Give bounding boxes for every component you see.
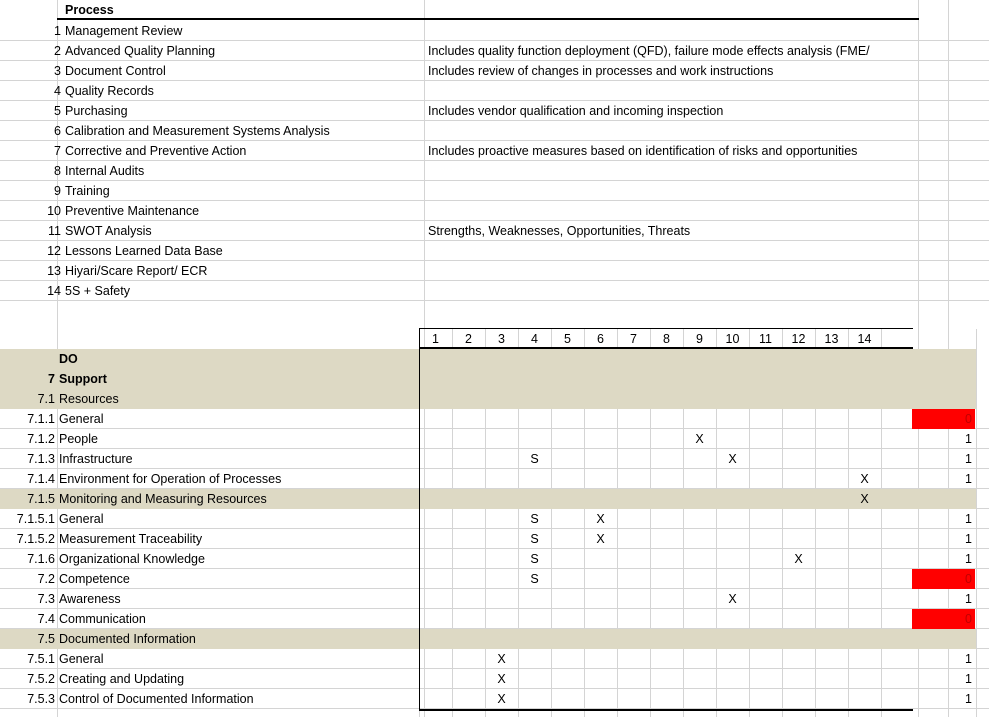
coverage-count: 1: [965, 512, 972, 526]
coverage-count: 0: [912, 569, 975, 589]
clause-label: Infrastructure: [59, 452, 133, 466]
clause-label: People: [59, 432, 98, 446]
clause-label: General: [59, 412, 104, 426]
process-number: 13: [47, 264, 61, 278]
section-code: [0, 349, 55, 369]
clause-label: Communication: [59, 612, 146, 626]
clause-label: Organizational Knowledge: [59, 552, 205, 566]
process-number: 11: [48, 224, 61, 238]
process-number: 12: [47, 244, 61, 258]
process-name: Purchasing: [65, 104, 128, 118]
coverage-count: 0: [912, 409, 975, 429]
coverage-count: 1: [965, 672, 972, 686]
process-name: Lessons Learned Data Base: [65, 244, 223, 258]
coverage-count: 1: [965, 592, 972, 606]
process-note: Includes quality function deployment (QFD), failure mode effects analysis (FME/: [428, 44, 870, 58]
matrix-mark[interactable]: S: [530, 572, 539, 586]
process-number: 9: [54, 184, 61, 198]
matrix-column-header: 13: [824, 332, 839, 346]
process-number: 7: [54, 144, 61, 158]
clause-code: 7.1.4: [27, 472, 55, 486]
process-number: 3: [54, 64, 61, 78]
header-underline: [57, 18, 919, 20]
matrix-column-header: 11: [759, 332, 772, 346]
process-number: 1: [54, 24, 61, 38]
coverage-count: 1: [965, 692, 972, 706]
process-name: Training: [65, 184, 110, 198]
process-name: Advanced Quality Planning: [65, 44, 216, 58]
clause-code: 7.5.3: [27, 692, 55, 706]
process-number: 14: [47, 284, 61, 298]
matrix-mark[interactable]: X: [596, 532, 605, 546]
coverage-count: 1: [965, 652, 972, 666]
process-number: 8: [54, 164, 61, 178]
matrix-mark[interactable]: X: [497, 652, 506, 666]
clause-code: 7.4: [37, 612, 55, 626]
process-note: Includes vendor qualification and incoming inspection: [428, 104, 724, 118]
matrix-mark[interactable]: X: [794, 552, 803, 566]
process-note: Strengths, Weaknesses, Opportunities, Threats: [428, 224, 691, 238]
table-bottom-line: [419, 709, 913, 711]
clause-label: Competence: [59, 572, 130, 586]
clause-label: Environment for Operation of Processes: [59, 472, 282, 486]
process-number: 4: [54, 84, 61, 98]
matrix-column-header: 8: [663, 332, 670, 346]
process-name: Management Review: [65, 24, 183, 38]
process-name: Hiyari/Scare Report/ ECR: [65, 264, 208, 278]
matrix-column-header: 7: [630, 332, 637, 346]
matrix-mark[interactable]: S: [530, 452, 539, 466]
matrix-mark[interactable]: S: [530, 512, 539, 526]
clause-code: 7.1.3: [27, 452, 55, 466]
clause-label: Measurement Traceability: [59, 532, 203, 546]
matrix-column-header: 6: [597, 332, 604, 346]
process-number: 2: [54, 44, 61, 58]
matrix-column-header: 1: [432, 332, 439, 346]
process-name: Quality Records: [65, 84, 154, 98]
clause-code: 7.1.2: [27, 432, 55, 446]
process-header: Process: [65, 3, 114, 17]
matrix-column-header: 10: [725, 332, 740, 346]
clause-label: Creating and Updating: [59, 672, 185, 686]
matrix-mark[interactable]: X: [497, 692, 506, 706]
matrix-mark[interactable]: X: [497, 672, 506, 686]
matrix-column-header: 5: [564, 332, 571, 346]
clause-label: General: [59, 512, 104, 526]
clause-label: Monitoring and Measuring Resources: [59, 492, 267, 506]
process-number: 5: [54, 104, 61, 118]
process-note: Includes proactive measures based on identification of risks and opportunities: [428, 144, 858, 158]
process-name: SWOT Analysis: [65, 224, 152, 238]
clause-code: 7.1.1: [27, 412, 55, 426]
matrix-mark[interactable]: X: [695, 432, 704, 446]
matrix-mark[interactable]: X: [860, 472, 869, 486]
section-label: Support: [59, 372, 107, 386]
clause-label: Control of Documented Information: [59, 692, 254, 706]
matrix-mark[interactable]: S: [530, 532, 539, 546]
clause-code: 7.5.2: [27, 672, 55, 686]
process-name: Calibration and Measurement Systems Analysis: [65, 124, 330, 138]
process-number: 10: [47, 204, 61, 218]
clause-code: 7.2: [37, 572, 55, 586]
coverage-count: 1: [965, 532, 972, 546]
coverage-count: 1: [965, 452, 972, 466]
section-code: 7.1: [37, 392, 55, 406]
clause-label: General: [59, 652, 104, 666]
matrix-mark[interactable]: X: [728, 592, 737, 606]
coverage-count: 0: [912, 609, 975, 629]
matrix-column-header: 2: [465, 332, 472, 346]
coverage-count: 1: [965, 552, 972, 566]
matrix-left-edge: [419, 329, 420, 711]
matrix-mark[interactable]: S: [530, 552, 539, 566]
coverage-count: 1: [965, 432, 972, 446]
matrix-column-header: 12: [791, 332, 806, 346]
clause-label: Awareness: [59, 592, 121, 606]
section-label: DO: [59, 352, 78, 366]
section-label: Resources: [59, 392, 119, 406]
matrix-column-header: 9: [696, 332, 703, 346]
clause-code: 7.5: [37, 632, 55, 646]
process-name: Internal Audits: [65, 164, 145, 178]
coverage-count: 1: [965, 472, 972, 486]
process-name: Document Control: [65, 64, 166, 78]
process-number: 6: [54, 124, 61, 138]
matrix-column-header: 14: [857, 332, 872, 346]
clause-code: 7.3: [37, 592, 55, 606]
clause-code: 7.1.5.1: [16, 512, 55, 526]
section-code: 7: [48, 372, 55, 386]
process-name: 5S + Safety: [65, 284, 130, 298]
clause-code: 7.1.5: [27, 492, 55, 506]
process-name: Preventive Maintenance: [65, 204, 200, 218]
matrix-column-header: 4: [531, 332, 538, 346]
matrix-mark[interactable]: X: [728, 452, 737, 466]
matrix-mark[interactable]: X: [596, 512, 605, 526]
clause-label: Documented Information: [59, 632, 196, 646]
matrix-column-header: 3: [498, 332, 505, 346]
clause-code: 7.1.5.2: [16, 532, 55, 546]
matrix-mark[interactable]: X: [860, 492, 869, 506]
process-name: Corrective and Preventive Action: [65, 144, 247, 158]
clause-code: 7.1.6: [27, 552, 55, 566]
process-note: Includes review of changes in processes and work instructions: [428, 64, 774, 78]
clause-code: 7.5.1: [27, 652, 55, 666]
